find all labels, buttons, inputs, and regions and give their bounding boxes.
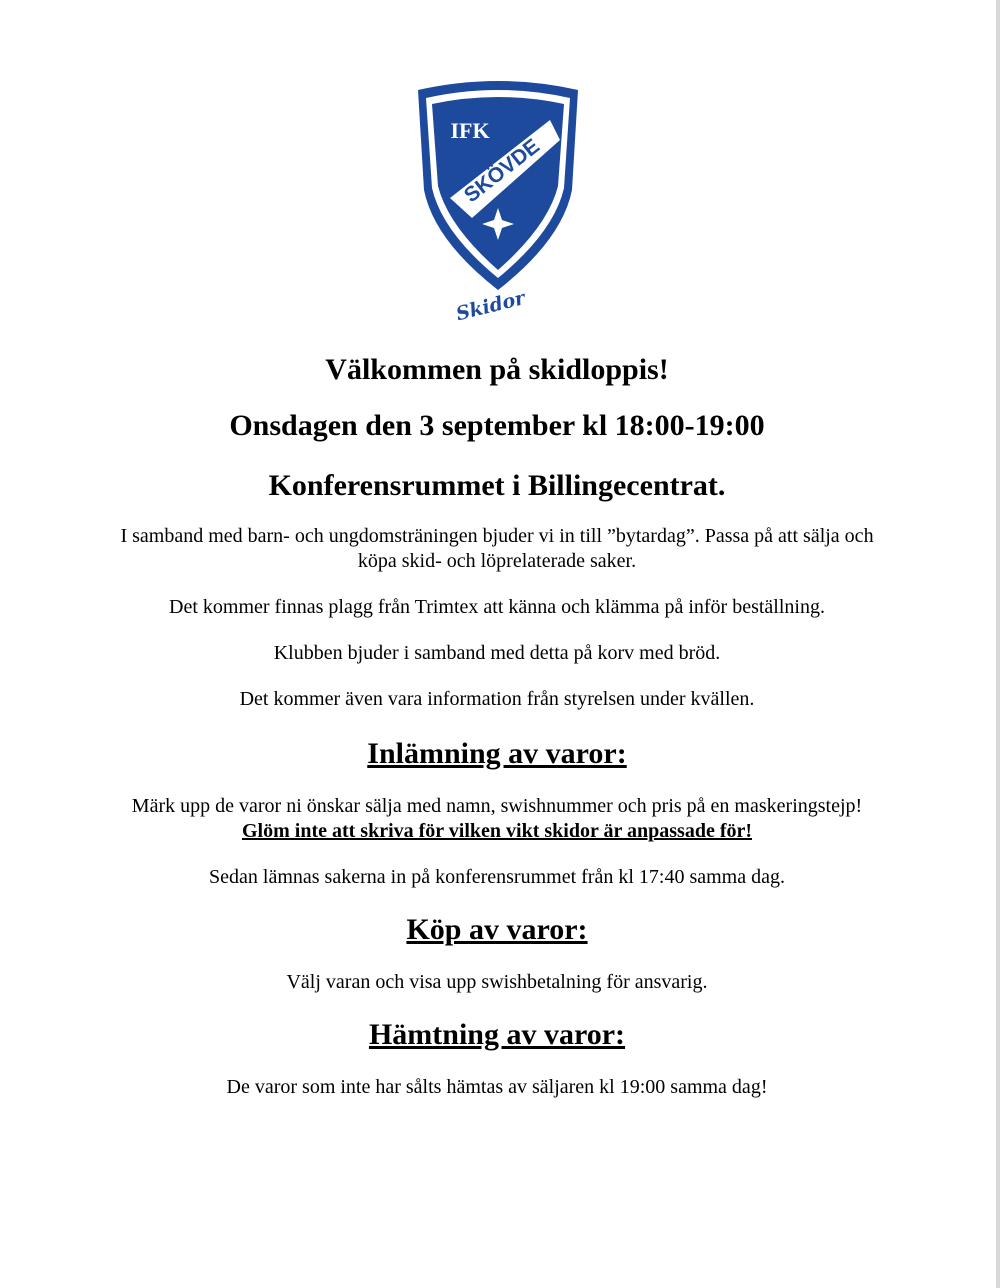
page-edge — [996, 0, 1000, 1288]
submission-paragraph — [120, 794, 874, 844]
event-location: Konferensrummet i Billingecentrat. — [268, 469, 726, 502]
pickup-heading: Hämtning av varor: — [368, 1018, 626, 1051]
logo-section-text: Skidor — [453, 287, 528, 326]
drop-off-paragraph: Sedan lämnas sakerna in på konferensrummet från kl 17:40 samma dag. — [209, 866, 785, 888]
club-logo — [412, 80, 584, 330]
event-date-time: Onsdagen den 3 september kl 18:00-19:00 — [229, 409, 765, 442]
refreshments-paragraph: Klubben bjuder i samband med detta på korv med bröd. — [273, 642, 721, 664]
logo-club-name: SKÖVDE — [459, 134, 545, 208]
logo-club-abbr: IFK — [450, 118, 490, 143]
event-title: Välkommen på skidloppis! — [325, 353, 669, 386]
submission-heading: Inlämning av varor: — [367, 737, 627, 770]
board-info-paragraph: Det kommer även vara information från styrelsen under kvällen. — [239, 688, 755, 710]
purchase-heading: Köp av varor: — [406, 913, 588, 946]
trimtex-paragraph: Det kommer finnas plagg från Trimtex att känna och klämma på inför beställning. — [169, 596, 825, 618]
flyer-content — [120, 348, 874, 1100]
submission-text: Märk upp de varor ni önskar sälja med namn, swishnummer och pris på en maskeringstejp! — [131, 795, 863, 817]
intro-paragraph: I samband med barn- och ungdomsträningen bjuder vi in till ”bytardag”. Passa på att sälja och köpa skid- och löprelaterade saker. — [120, 525, 874, 572]
pickup-paragraph: De varor som inte har sålts hämtas av säljaren kl 19:00 samma dag! — [226, 1076, 768, 1098]
purchase-paragraph: Välj varan och visa upp swishbetalning för ansvarig. — [286, 971, 708, 993]
submission-emphasis: Glöm inte att skriva för vilken vikt skidor är anpassade för! — [241, 820, 753, 842]
